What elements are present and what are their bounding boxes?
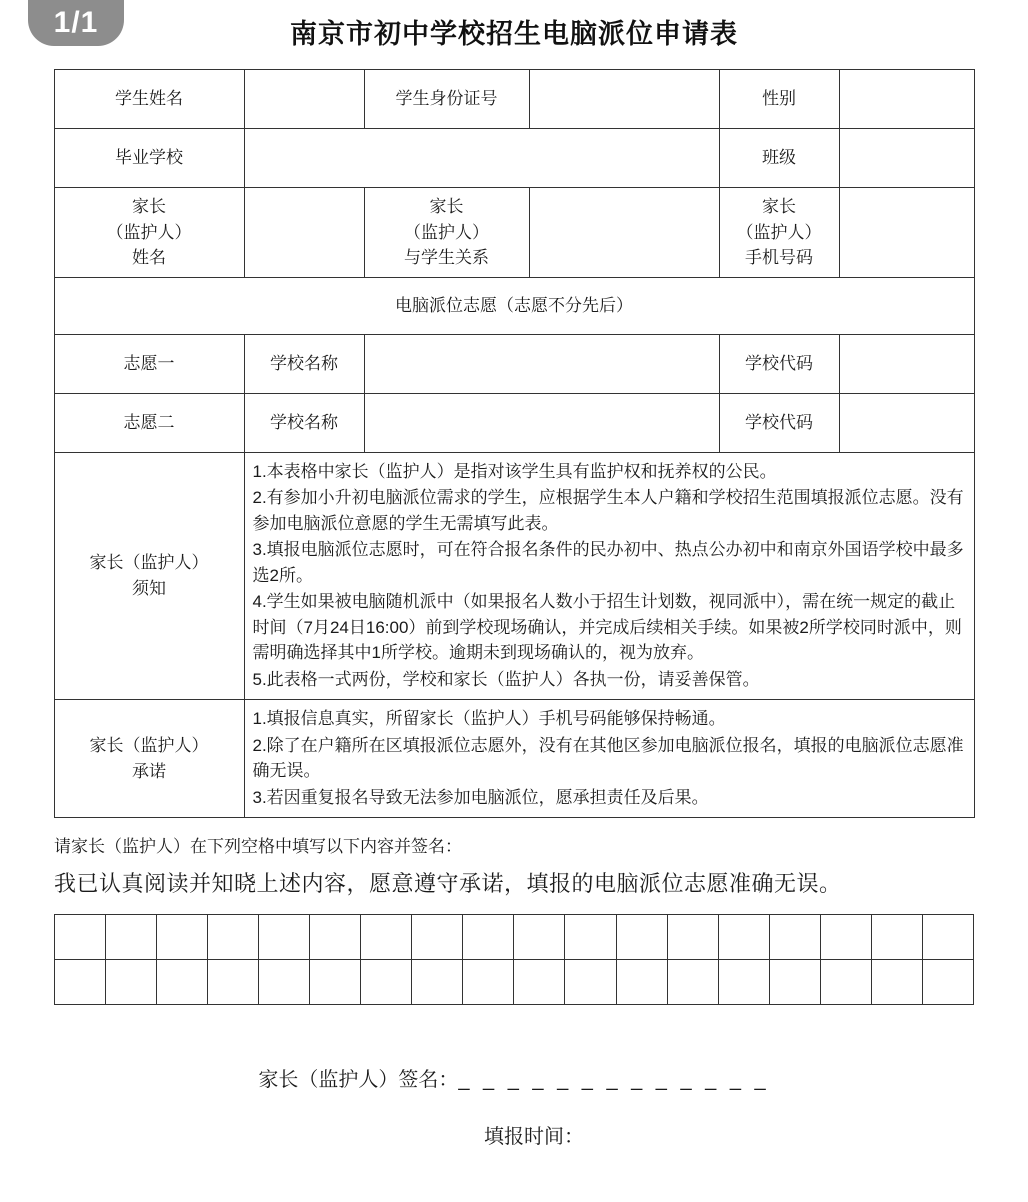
notice-item: 5.此表格一式两份，学校和家长（监护人）各执一份，请妥善保管。 xyxy=(252,669,760,689)
label-choice-one-school-name: 学校名称 xyxy=(244,334,364,393)
field-choice-one-school-code[interactable] xyxy=(839,334,974,393)
pledge-text: 我已认真阅读并知晓上述内容，愿意遵守承诺，填报的电脑派位志愿准确无误。 xyxy=(54,871,842,896)
grid-cell[interactable] xyxy=(259,960,310,1005)
page-number-badge: 1/1 xyxy=(28,0,124,46)
grid-cell[interactable] xyxy=(769,915,820,960)
signature-row xyxy=(54,1063,974,1092)
grid-cell[interactable] xyxy=(667,960,718,1005)
label-class: 班级 xyxy=(719,129,839,188)
label-guardian-promise-line2: 承诺 xyxy=(132,761,166,781)
guardian-notice-content xyxy=(244,452,974,700)
grid-cell[interactable] xyxy=(412,960,463,1005)
signature-line[interactable]: _ _ _ _ _ _ _ _ _ _ _ _ _ xyxy=(458,1069,770,1091)
grid-cell[interactable] xyxy=(922,915,973,960)
grid-cell[interactable] xyxy=(361,960,412,1005)
signature-label: 家长（监护人）签名： xyxy=(258,1069,459,1091)
grid-cell[interactable] xyxy=(106,960,157,1005)
grid-cell[interactable] xyxy=(871,960,922,1005)
grid-cell[interactable] xyxy=(514,960,565,1005)
notice-item: 4.学生如果被电脑随机派中（如果报名人数小于招生计划数，视同派中），需在统一规定的截止时间（7月24日16:00）前到学校现场确认，并完成后续相关手续。如果被2所学校同时派中，则需明确选择其中1所学校。逾期未到现场确认的，视为放弃。 xyxy=(252,592,962,662)
grid-cell[interactable] xyxy=(667,915,718,960)
label-graduating-school: 毕业学校 xyxy=(54,129,244,188)
grid-cell[interactable] xyxy=(616,960,667,1005)
table-row xyxy=(54,700,974,818)
table-row xyxy=(54,452,974,700)
label-guardian-name-line1: 家长 xyxy=(132,197,166,216)
field-student-name[interactable] xyxy=(244,70,364,129)
grid-cell[interactable] xyxy=(820,960,871,1005)
label-choice-two-school-name: 学校名称 xyxy=(244,393,364,452)
label-guardian-relation-line2: （监护人） xyxy=(404,222,489,242)
field-graduating-school[interactable] xyxy=(244,129,719,188)
promise-item: 2.除了在户籍所在区填报派位志愿外，没有在其他区参加电脑派位报名，填报的电脑派位志愿准确无误。 xyxy=(252,735,964,780)
grid-cell[interactable] xyxy=(616,915,667,960)
label-guardian-relation-line1: 家长 xyxy=(429,197,464,216)
label-guardian-notice-line1: 家长（监护人） xyxy=(89,553,209,573)
grid-cell[interactable] xyxy=(922,960,973,1005)
field-choice-two-school-code[interactable] xyxy=(839,393,974,452)
label-guardian-name-line2: （监护人） xyxy=(106,222,192,242)
field-choice-two-school-name[interactable] xyxy=(364,393,719,452)
grid-cell[interactable] xyxy=(871,915,922,960)
label-guardian-relation xyxy=(364,188,529,278)
label-guardian-phone-line3: 手机号码 xyxy=(745,248,813,267)
handwriting-instruction: 请家长（监护人）在下列空格中填写以下内容并签名： xyxy=(54,837,462,856)
grid-cell[interactable] xyxy=(157,915,208,960)
table-row xyxy=(54,188,974,278)
grid-cell[interactable] xyxy=(565,915,616,960)
table-row xyxy=(54,393,974,452)
table-row xyxy=(54,277,974,334)
table-row xyxy=(54,70,974,129)
grid-cell[interactable] xyxy=(208,960,259,1005)
field-guardian-phone[interactable] xyxy=(839,188,974,278)
notice-item: 2.有参加小升初电脑派位需求的学生，应根据学生本人户籍和学校招生范围填报派位志愿。没有参加电脑派位意愿的学生无需填写此表。 xyxy=(252,488,964,533)
field-gender[interactable] xyxy=(839,70,974,129)
grid-cell[interactable] xyxy=(55,915,106,960)
guardian-promise-content xyxy=(244,700,974,818)
grid-cell[interactable] xyxy=(463,960,514,1005)
grid-cell[interactable] xyxy=(718,915,769,960)
application-form-table xyxy=(54,69,975,818)
label-guardian-notice-line2: 须知 xyxy=(132,578,166,598)
grid-row xyxy=(55,960,974,1005)
promise-item: 1.填报信息真实，所留家长（监护人）手机号码能够保持畅通。 xyxy=(252,709,726,728)
handwriting-grid[interactable] xyxy=(54,914,974,1005)
label-student-id: 学生身份证号 xyxy=(364,70,529,129)
submission-time-row xyxy=(54,1120,974,1149)
label-guardian-phone-line1: 家长 xyxy=(762,197,796,216)
grid-cell[interactable] xyxy=(157,960,208,1005)
label-choice-one-school-code: 学校代码 xyxy=(719,334,839,393)
label-choice-two-school-code: 学校代码 xyxy=(719,393,839,452)
grid-row xyxy=(55,915,974,960)
label-gender: 性别 xyxy=(719,70,839,129)
label-choice-two: 志愿二 xyxy=(54,393,244,452)
grid-cell[interactable] xyxy=(208,915,259,960)
submission-time-label: 填报时间： xyxy=(484,1126,584,1148)
label-guardian-promise xyxy=(54,700,244,818)
label-guardian-promise-line1: 家长（监护人） xyxy=(89,736,209,755)
grid-cell[interactable] xyxy=(463,915,514,960)
label-guardian-relation-line3: 与学生关系 xyxy=(404,248,489,267)
grid-cell[interactable] xyxy=(565,960,616,1005)
label-guardian-notice xyxy=(54,452,244,700)
label-choice-one: 志愿一 xyxy=(54,334,244,393)
field-choice-one-school-name[interactable] xyxy=(364,334,719,393)
grid-cell[interactable] xyxy=(769,960,820,1005)
grid-cell[interactable] xyxy=(514,915,565,960)
field-class[interactable] xyxy=(839,129,974,188)
grid-cell[interactable] xyxy=(412,915,463,960)
field-guardian-name[interactable] xyxy=(244,188,364,278)
table-row xyxy=(54,334,974,393)
grid-cell[interactable] xyxy=(55,960,106,1005)
grid-cell[interactable] xyxy=(106,915,157,960)
label-guardian-name-line3: 姓名 xyxy=(132,248,166,267)
label-student-name: 学生姓名 xyxy=(54,70,244,129)
label-guardian-phone xyxy=(719,188,839,278)
page-title: 南京市初中学校招生电脑派位申请表 xyxy=(290,19,738,49)
field-guardian-relation[interactable] xyxy=(529,188,719,278)
notice-item: 1.本表格中家长（监护人）是指对该学生具有监护权和抚养权的公民。 xyxy=(252,461,777,481)
grid-cell[interactable] xyxy=(820,915,871,960)
grid-cell[interactable] xyxy=(361,915,412,960)
grid-cell[interactable] xyxy=(259,915,310,960)
promise-item: 3.若因重复报名导致无法参加电脑派位，愿承担责任及后果。 xyxy=(252,787,709,807)
notice-item: 3.填报电脑派位志愿时，可在符合报名条件的民办初中、热点公办初中和南京外国语学校中最多选2所。 xyxy=(252,540,964,585)
label-guardian-name xyxy=(54,188,244,278)
grid-cell[interactable] xyxy=(310,960,361,1005)
grid-cell[interactable] xyxy=(310,915,361,960)
grid-cell[interactable] xyxy=(718,960,769,1005)
table-row xyxy=(54,129,974,188)
lottery-choice-banner: 电脑派位志愿（志愿不分先后） xyxy=(54,277,974,334)
field-student-id[interactable] xyxy=(529,70,719,129)
label-guardian-phone-line2: （监护人） xyxy=(736,222,822,242)
